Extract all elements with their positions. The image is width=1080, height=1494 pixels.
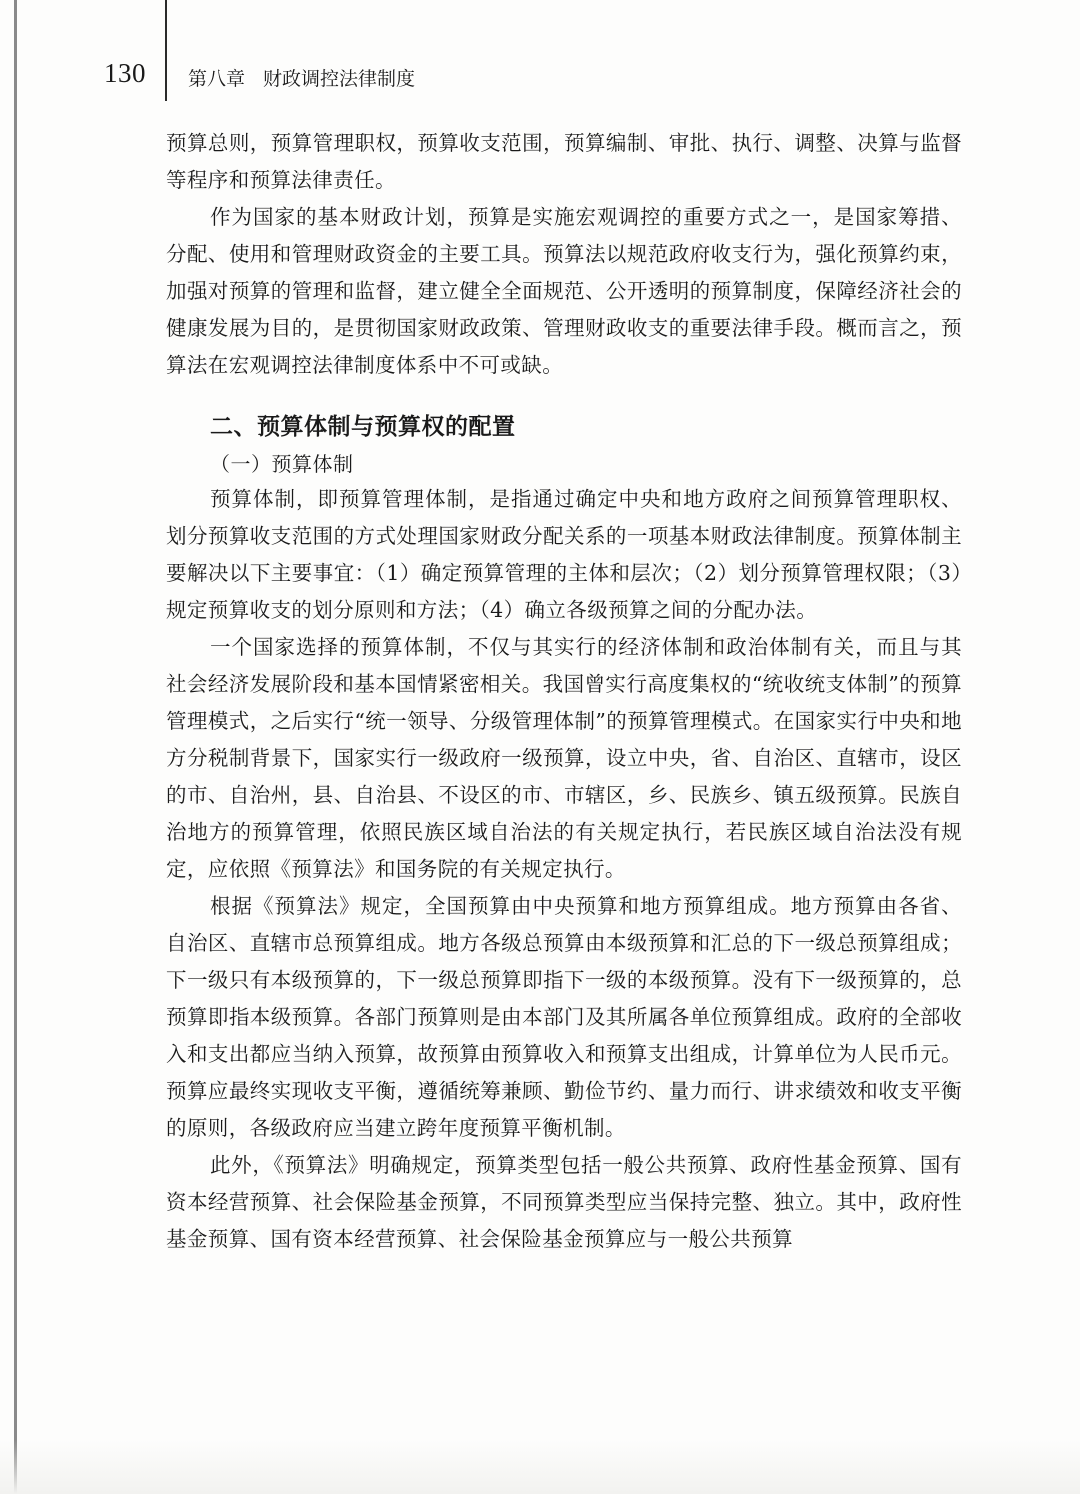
running-head bbox=[188, 64, 415, 91]
chapter-label: 第八章 bbox=[188, 68, 246, 90]
chapter-title: 财政调控法律制度 bbox=[263, 68, 416, 90]
page-body bbox=[166, 125, 962, 1258]
header-divider bbox=[165, 0, 167, 101]
paragraph: 预算体制，即预算管理体制，是指通过确定中央和地方政府之间预算管理职权、划分预算收支范围的方式处理国家财政分配关系的一项基本财政法律制度。预算体制主要解决以下主要事宜：（1）确定预算管理的主体和层次；（2）划分预算管理权限；（3）规定预算收支的划分原则和方法；（4）确立各级预算之间的分配办法。 bbox=[166, 487, 962, 622]
page-header bbox=[0, 0, 1080, 112]
subsection-heading: （一）预算体制 bbox=[210, 452, 354, 476]
scan-edge-rail bbox=[14, 0, 17, 1494]
section-heading: 二、预算体制与预算权的配置 bbox=[210, 414, 516, 440]
page-number: 130 bbox=[104, 58, 146, 88]
paragraph-continuation: 预算总则，预算管理职权，预算收支范围，预算编制、审批、执行、调整、决算与监督等程序和预算法律责任。 bbox=[166, 131, 962, 192]
paragraph: 作为国家的基本财政计划，预算是实施宏观调控的重要方式之一，是国家筹措、分配、使用和管理财政资金的主要工具。预算法以规范政府收支行为，强化预算约束，加强对预算的管理和监督，建立健全全面规范、公开透明的预算制度，保障经济社会的健康发展为目的，是贯彻国家财政政策、管理财政收支的重要法律手段。概而言之，预算法在宏观调控法律制度体系中不可或缺。 bbox=[166, 205, 962, 377]
paragraph: 根据《预算法》规定，全国预算由中央预算和地方预算组成。地方预算由各省、自治区、直辖市总预算组成。地方各级总预算由本级预算和汇总的下一级总预算组成；下一级只有本级预算的，下一级总预算即指下一级的本级预算。没有下一级预算的，总预算即指本级预算。各部门预算则是由本部门及其所属各单位预算组成。政府的全部收入和支出都应当纳入预算，故预算由预算收入和预算支出组成，计算单位为人民币元。预算应最终实现收支平衡，遵循统筹兼顾、勤俭节约、量力而行、讲求绩效和收支平衡的原则，各级政府应当建立跨年度预算平衡机制。 bbox=[166, 894, 962, 1140]
paragraph: 一个国家选择的预算体制，不仅与其实行的经济体制和政治体制有关，而且与其社会经济发展阶段和基本国情紧密相关。我国曾实行高度集权的“统收统支体制”的预算管理模式，之后实行“统一领导、分级管理体制”的预算管理模式。在国家实行中央和地方分税制背景下，国家实行一级政府一级预算，设立中央，省、自治区、直辖市，设区的市、自治州，县、自治县、不设区的市、市辖区，乡、民族乡、镇五级预算。民族自治地方的预算管理，依照民族区域自治法的有关规定执行，若民族区域自治法没有规定，应依照《预算法》和国务院的有关规定执行。 bbox=[166, 635, 962, 881]
paragraph: 此外，《预算法》明确规定，预算类型包括一般公共预算、政府性基金预算、国有资本经营预算、社会保险基金预算，不同预算类型应当保持完整、独立。其中，政府性基金预算、国有资本经营预算、社会保险基金预算应与一般公共预算 bbox=[166, 1153, 962, 1251]
scan-shadow bbox=[0, 1440, 1080, 1494]
